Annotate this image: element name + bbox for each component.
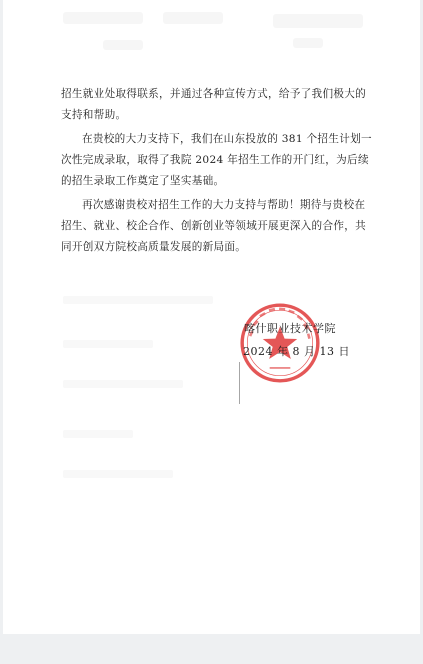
faded-mark — [63, 470, 173, 478]
signature-organization: 喀什职业技术学院 — [244, 322, 336, 335]
faded-mark — [63, 340, 153, 348]
paragraph-line: 招生就业处取得联系，并通过各种宣传方式，给予了我们极大的 — [61, 88, 367, 100]
paragraph-line: 次性完成录取，取得了我院 2024 年招生工作的开门红，为后续 — [61, 154, 369, 166]
faded-mark — [63, 296, 213, 304]
signature-date: 2024 年 8 月 13 日 — [243, 345, 350, 358]
paragraph-line: 招生、就业、校企合作、创新创业等领域开展更深入的合作，共 — [61, 220, 367, 232]
paragraph-line: 再次感谢贵校对招生工作的大力支持与帮助！期待与贵校在 — [82, 199, 366, 211]
paragraph-line: 在贵校的大力支持下，我们在山东投放的 381 个招生计划一 — [82, 133, 372, 145]
faded-mark — [63, 380, 183, 388]
document-page — [3, 0, 420, 634]
faded-mark — [63, 430, 133, 438]
signature-block — [3, 0, 420, 634]
paragraph-line: 支持和帮助。 — [61, 109, 127, 121]
paragraph-line: 的招生录取工作奠定了坚实基础。 — [61, 175, 225, 187]
paragraph-line: 同开创双方院校高质量发展的新局面。 — [61, 241, 247, 253]
